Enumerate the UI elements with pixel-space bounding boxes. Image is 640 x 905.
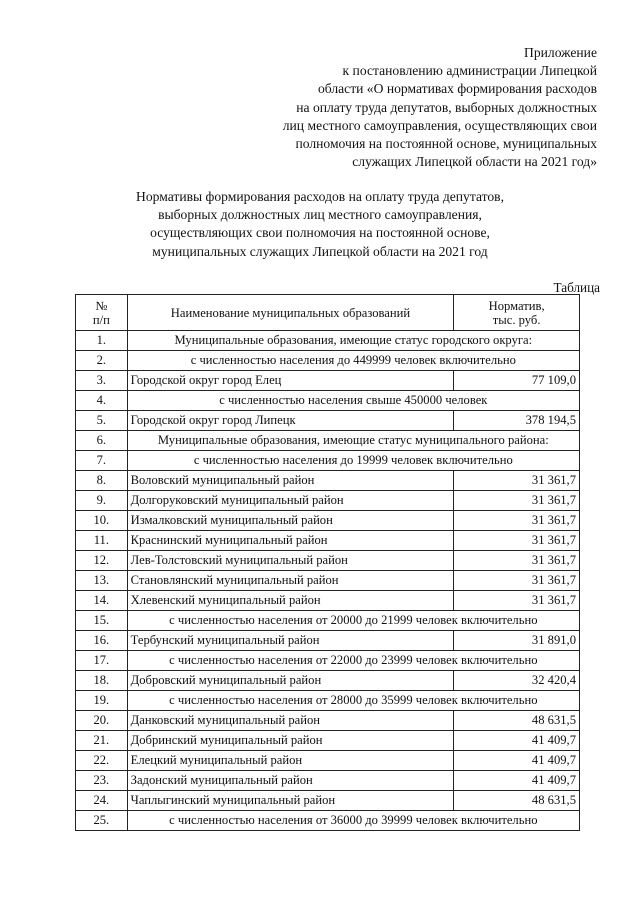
table-row — [76, 511, 580, 531]
norm-value: 31 361,7 — [454, 551, 580, 571]
section-title: с численностью населения от 36000 до 39999 человек включительно — [127, 811, 579, 831]
table-row — [76, 491, 580, 511]
row-number: 6. — [76, 431, 128, 451]
norm-value: 31 361,7 — [454, 591, 580, 611]
row-number: 24. — [76, 791, 128, 811]
row-number: 15. — [76, 611, 128, 631]
row-number: 23. — [76, 771, 128, 791]
table-section-row — [76, 391, 580, 411]
header-value-line2: тыс. руб. — [492, 312, 541, 327]
appendix-line: Приложение — [524, 45, 597, 60]
municipality-name: Задонский муниципальный район — [127, 771, 454, 791]
table-section-row — [76, 451, 580, 471]
section-title: Муниципальные образования, имеющие статус городского округа: — [127, 331, 579, 351]
table-label: Таблица — [553, 280, 600, 295]
row-number: 14. — [76, 591, 128, 611]
section-title: с численностью населения от 28000 до 35999 человек включительно — [127, 691, 579, 711]
norm-value: 32 420,4 — [454, 671, 580, 691]
municipality-name: Краснинский муниципальный район — [127, 531, 454, 551]
appendix-line: полномочия на постоянной основе, муниципальных — [295, 136, 597, 152]
section-title: Муниципальные образования, имеющие статус муниципального района: — [127, 431, 579, 451]
table-section-row — [76, 811, 580, 831]
header-value — [454, 295, 580, 331]
table-section-row — [76, 431, 580, 451]
municipality-name: Тербунский муниципальный район — [127, 631, 454, 651]
section-title: с численностью населения до 449999 человек включительно — [127, 351, 579, 371]
table-row — [76, 371, 580, 391]
table-row — [76, 551, 580, 571]
section-title: с численностью населения от 20000 до 21999 человек включительно — [127, 611, 579, 631]
header-number-line1: № — [95, 298, 108, 313]
row-number: 9. — [76, 491, 128, 511]
table-row — [76, 531, 580, 551]
row-number: 11. — [76, 531, 128, 551]
municipality-name: Чаплыгинский муниципальный район — [127, 791, 454, 811]
appendix-note — [177, 44, 597, 171]
header-value-line1: Норматив, — [488, 298, 545, 313]
row-number: 17. — [76, 651, 128, 671]
table-section-row — [76, 651, 580, 671]
norm-value: 41 409,7 — [454, 771, 580, 791]
norm-value: 378 194,5 — [454, 411, 580, 431]
section-title: с численностью населения до 19999 человек включительно — [127, 451, 579, 471]
table-row — [76, 631, 580, 651]
table-section-row — [76, 331, 580, 351]
title-line: осуществляющих свои полномочия на постоянной основе, — [150, 225, 490, 241]
norm-value: 31 361,7 — [454, 571, 580, 591]
header-number — [76, 295, 128, 331]
municipality-name: Хлевенский муниципальный район — [127, 591, 454, 611]
table-row — [76, 731, 580, 751]
header-number-line2: п/п — [92, 312, 110, 327]
row-number: 19. — [76, 691, 128, 711]
header-name: Наименование муниципальных образований — [127, 295, 454, 331]
appendix-line: лиц местного самоуправления, осуществляющих свои — [282, 117, 597, 133]
table-row — [76, 771, 580, 791]
row-number: 16. — [76, 631, 128, 651]
appendix-line: к постановлению администрации Липецкой — [342, 63, 597, 79]
table-row — [76, 591, 580, 611]
title-line: Нормативы формирования расходов на оплату труда депутатов, — [136, 189, 504, 204]
municipality-name: Долгоруковский муниципальный район — [127, 491, 454, 511]
appendix-line: служащих Липецкой области на 2021 год» — [352, 154, 597, 170]
section-title: с численностью населения свыше 450000 человек — [127, 391, 579, 411]
municipality-name: Лев-Толстовский муниципальный район — [127, 551, 454, 571]
row-number: 22. — [76, 751, 128, 771]
row-number: 21. — [76, 731, 128, 751]
row-number: 20. — [76, 711, 128, 731]
document-title — [30, 188, 610, 261]
row-number: 3. — [76, 371, 128, 391]
table-row — [76, 571, 580, 591]
row-number: 1. — [76, 331, 128, 351]
municipality-name: Городской округ город Липецк — [127, 411, 454, 431]
municipality-name: Добринский муниципальный район — [127, 731, 454, 751]
row-number: 8. — [76, 471, 128, 491]
municipality-name: Елецкий муниципальный район — [127, 751, 454, 771]
table-row — [76, 671, 580, 691]
norm-value: 31 361,7 — [454, 491, 580, 511]
appendix-line: на оплату труда депутатов, выборных должностных — [296, 99, 597, 115]
municipality-name: Воловский муниципальный район — [127, 471, 454, 491]
row-number: 18. — [76, 671, 128, 691]
table-section-row — [76, 691, 580, 711]
table-row — [76, 791, 580, 811]
municipality-name: Становлянский муниципальный район — [127, 571, 454, 591]
row-number: 25. — [76, 811, 128, 831]
row-number: 2. — [76, 351, 128, 371]
title-line: муниципальных служащих Липецкой области на 2021 год — [152, 243, 488, 259]
municipality-name: Данковский муниципальный район — [127, 711, 454, 731]
row-number: 4. — [76, 391, 128, 411]
norm-value: 41 409,7 — [454, 751, 580, 771]
row-number: 13. — [76, 571, 128, 591]
table-row — [76, 751, 580, 771]
norm-value: 41 409,7 — [454, 731, 580, 751]
row-number: 12. — [76, 551, 128, 571]
norm-value: 48 631,5 — [454, 711, 580, 731]
norm-value: 77 109,0 — [454, 371, 580, 391]
appendix-line: области «О нормативах формирования расходов — [317, 81, 597, 97]
table-header-row — [76, 295, 580, 331]
row-number: 10. — [76, 511, 128, 531]
section-title: с численностью населения от 22000 до 23999 человек включительно — [127, 651, 579, 671]
norm-value: 31 361,7 — [454, 471, 580, 491]
table-row — [76, 411, 580, 431]
norm-value: 31 361,7 — [454, 511, 580, 531]
table-section-row — [76, 351, 580, 371]
table-section-row — [76, 611, 580, 631]
table-row — [76, 471, 580, 491]
norm-value: 48 631,5 — [454, 791, 580, 811]
municipality-name: Добровский муниципальный район — [127, 671, 454, 691]
norm-value: 31 891,0 — [454, 631, 580, 651]
title-line: выборных должностных лиц местного самоуправления, — [158, 207, 482, 223]
row-number: 5. — [76, 411, 128, 431]
norm-value: 31 361,7 — [454, 531, 580, 551]
norms-table — [75, 294, 580, 831]
table-row — [76, 711, 580, 731]
municipality-name: Городской округ город Елец — [127, 371, 454, 391]
municipality-name: Измалковский муниципальный район — [127, 511, 454, 531]
row-number: 7. — [76, 451, 128, 471]
